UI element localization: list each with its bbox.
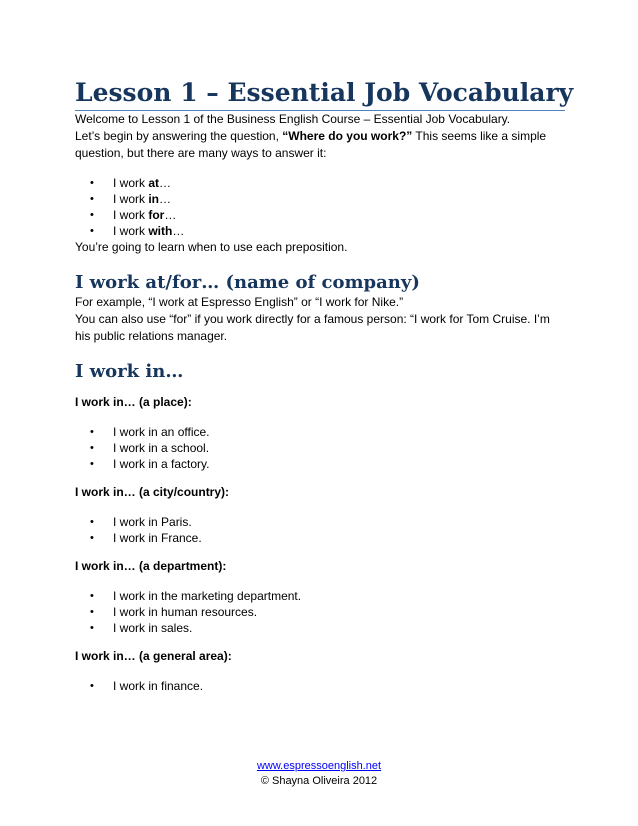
- list-item-text: I work in an office.: [113, 425, 210, 439]
- learn-paragraph: You’re going to learn when to use each preposition.: [75, 240, 348, 254]
- list-item: [75, 514, 565, 530]
- list-item: [75, 588, 565, 604]
- list-item-bold: in: [148, 192, 160, 206]
- section-heading-at-for: I work at/for… (name of company): [75, 272, 420, 293]
- list-item-text: I work in a school.: [113, 441, 210, 455]
- list-item: [75, 191, 565, 207]
- list-item-bold: at: [148, 176, 160, 190]
- general-area-list: [75, 678, 565, 694]
- subheading-place: I work in… (a place):: [75, 395, 192, 409]
- bullet-icon: •: [90, 177, 94, 189]
- bullet-icon: •: [90, 606, 94, 618]
- list-item-text: I work in the marketing department.: [113, 589, 302, 603]
- copyright-text: © Shayna Oliveira 2012: [260, 775, 378, 787]
- list-item-text: I work in human resources.: [113, 605, 258, 619]
- famous-person-paragraph: You can also use “for” if you work directly for a famous person: “I work for Tom Cruise. I’m his public relations manager.: [75, 312, 550, 343]
- list-item-text: I work in sales.: [113, 621, 193, 635]
- website-link[interactable]: www.espressoenglish.net: [256, 760, 382, 772]
- subheading-general-area: I work in… (a general area):: [75, 649, 232, 663]
- bullet-icon: •: [90, 209, 94, 221]
- list-item-bold: for: [148, 208, 165, 222]
- department-list: [75, 588, 565, 636]
- bullet-icon: •: [90, 193, 94, 205]
- list-item: [75, 424, 565, 440]
- list-item-text: I work: [113, 208, 149, 222]
- list-item-suffix: …: [164, 208, 177, 222]
- list-item: [75, 223, 565, 239]
- bullet-icon: •: [90, 458, 94, 470]
- bullet-icon: •: [90, 442, 94, 454]
- subheading-department: I work in… (a department):: [75, 559, 227, 573]
- subheading-city-country: I work in… (a city/country):: [75, 485, 230, 499]
- bullet-icon: •: [90, 426, 94, 438]
- document-page: [75, 78, 574, 694]
- place-list: [75, 424, 565, 472]
- list-item: [75, 440, 565, 456]
- list-item-bold: with: [148, 224, 173, 238]
- bullet-icon: •: [90, 622, 94, 634]
- list-item: [75, 678, 565, 694]
- list-item-suffix: …: [159, 192, 172, 206]
- list-item-text: I work in Paris.: [113, 515, 192, 529]
- list-item: [75, 604, 565, 620]
- question-bold: “Where do you work?”: [282, 129, 413, 143]
- list-item: [75, 530, 565, 546]
- question-before: Let’s begin by answering the question,: [75, 129, 283, 143]
- list-item-suffix: …: [159, 176, 172, 190]
- list-item-text: I work: [113, 192, 149, 206]
- list-item-text: I work in a factory.: [113, 457, 210, 471]
- bullet-icon: •: [90, 532, 94, 544]
- intro-paragraph: Welcome to Lesson 1 of the Business English Course – Essential Job Vocabulary.: [75, 112, 511, 126]
- example-paragraph: For example, “I work at Espresso English” or “I work for Nike.”: [75, 295, 404, 309]
- page-title: Lesson 1 – Essential Job Vocabulary: [75, 78, 565, 111]
- question-paragraph: [75, 128, 565, 162]
- list-item-text: I work: [113, 176, 149, 190]
- list-item: [75, 175, 565, 191]
- question-after: This seems like a simple question, but there are many ways to answer it:: [75, 129, 547, 160]
- page-footer: [0, 759, 638, 789]
- list-item-text: I work: [113, 224, 149, 238]
- bullet-icon: •: [90, 680, 94, 692]
- list-item-text: I work in France.: [113, 531, 202, 545]
- list-item-suffix: …: [172, 224, 185, 238]
- bullet-icon: •: [90, 590, 94, 602]
- section-heading-in: I work in…: [75, 361, 184, 382]
- list-item: [75, 207, 565, 223]
- list-item: [75, 620, 565, 636]
- list-item: [75, 456, 565, 472]
- city-list: [75, 514, 565, 546]
- list-item-text: I work in finance.: [113, 679, 204, 693]
- bullet-icon: •: [90, 225, 94, 237]
- bullet-icon: •: [90, 516, 94, 528]
- preposition-list: [75, 175, 565, 239]
